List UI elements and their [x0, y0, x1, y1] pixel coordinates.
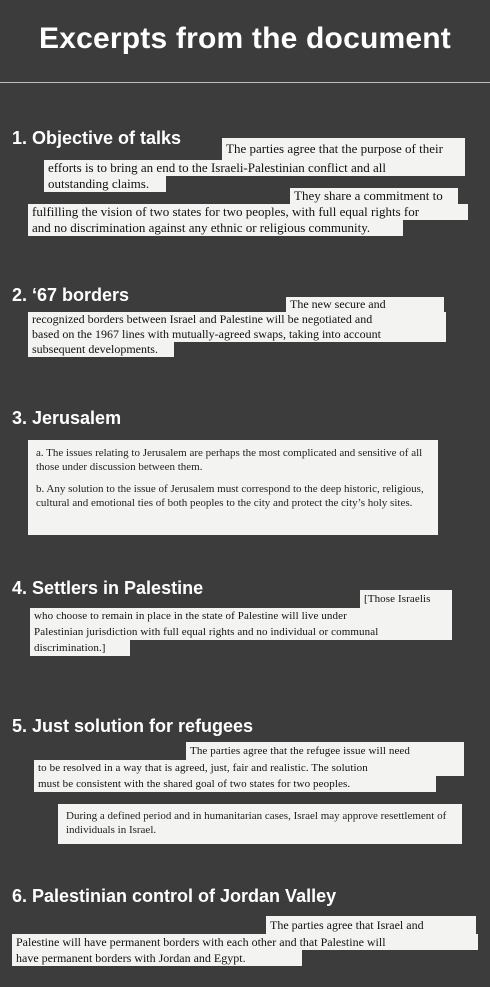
- excerpt-line: discrimination.]: [30, 640, 130, 656]
- excerpt-line: The parties agree that the purpose of their: [222, 138, 465, 160]
- excerpt-line: fulfilling the vision of two states for two peoples, with full equal rights for: [28, 204, 468, 220]
- excerpt-line: efforts is to bring an end to the Israeli-Palestinian conflict and all: [44, 160, 465, 176]
- excerpt-line: and no discrimination against any ethnic or religious community.: [28, 220, 403, 236]
- excerpt-line: recognized borders between Israel and Palestine will be negotiated and: [28, 312, 446, 327]
- page-title: Excerpts from the document: [39, 22, 451, 55]
- excerpt-line: They share a commitment to: [290, 188, 458, 204]
- excerpt-box-resettlement: [58, 804, 462, 844]
- excerpt-line: must be consistent with the shared goal of two states for two peoples.: [34, 776, 436, 792]
- section-heading-settlers-in-palestine: 4. Settlers in Palestine: [12, 578, 204, 598]
- excerpt-line: have permanent borders with Jordan and Egypt.: [12, 950, 302, 966]
- section-heading-67-borders: 2. ‘67 borders: [12, 285, 130, 305]
- section-heading-objective-of-talks: 1. Objective of talks: [12, 128, 182, 148]
- section-heading-jerusalem: 3. Jerusalem: [12, 408, 122, 428]
- excerpt-line: to be resolved in a way that is agreed, just, fair and realistic. The solution: [34, 760, 464, 776]
- excerpt-line: outstanding claims.: [44, 176, 166, 192]
- excerpt-paragraph: b. Any solution to the issue of Jerusalem must correspond to the deep historic, religious, cultural and emotional ties of both peoples to the city and protect the city’s holy sites.: [36, 483, 424, 509]
- excerpt-line: [Those Israelis: [360, 590, 452, 608]
- excerpt-paragraph: During a defined period and in humanitarian cases, Israel may approve resettlement of individuals in Israel.: [66, 810, 447, 836]
- section-heading-palestinian-control-of-jordan-valley: 6. Palestinian control of Jordan Valley: [12, 886, 337, 906]
- excerpt-line: who choose to remain in place in the state of Palestine will live under: [30, 608, 452, 624]
- section-heading-just-solution-for-refugees: 5. Just solution for refugees: [12, 716, 254, 736]
- excerpt-line: The parties agree that the refugee issue will need: [186, 742, 464, 760]
- excerpt-line: Palestinian jurisdiction with full equal rights and no individual or communal: [30, 624, 452, 640]
- title-divider: [0, 82, 490, 83]
- excerpt-paragraph: a. The issues relating to Jerusalem are perhaps the most complicated and sensitive of all those under discussion between them.: [36, 447, 423, 473]
- excerpt-line: based on the 1967 lines with mutually-agreed swaps, taking into account: [28, 327, 446, 342]
- excerpt-line: The parties agree that Israel and: [266, 916, 476, 934]
- excerpt-box-jerusalem: [28, 440, 438, 535]
- excerpt-line: The new secure and: [286, 297, 444, 312]
- excerpt-line: subsequent developments.: [28, 342, 174, 357]
- excerpt-line: Palestine will have permanent borders with each other and that Palestine will: [12, 934, 478, 950]
